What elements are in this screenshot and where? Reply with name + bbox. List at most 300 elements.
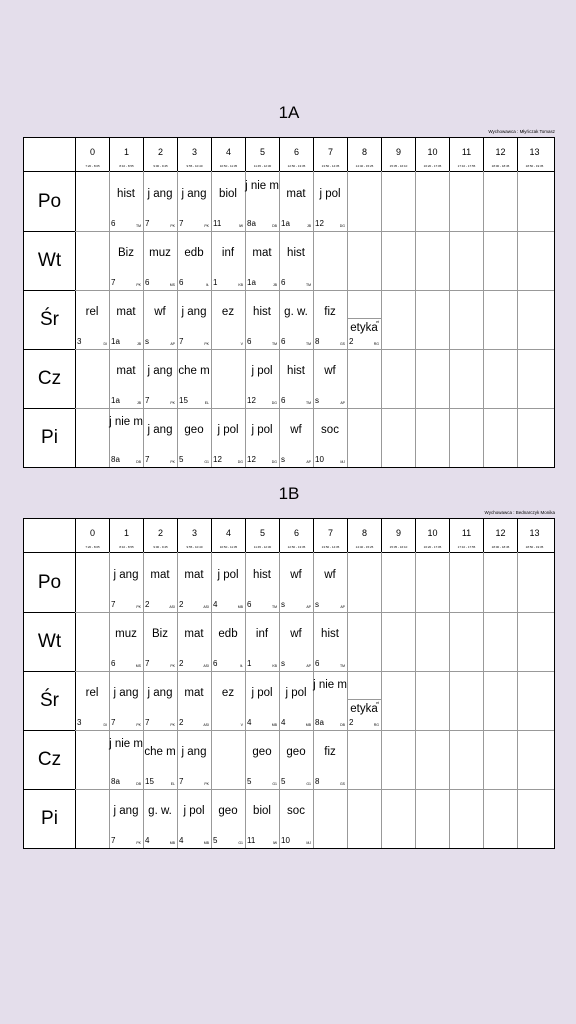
lesson-room: 7: [145, 219, 150, 228]
lesson-cell: [245, 290, 279, 349]
period-time: 11:45 - 12:30: [253, 164, 272, 168]
lesson-room: 7: [145, 396, 150, 405]
period-number: 5: [259, 528, 265, 538]
lesson-subject: geo: [184, 424, 204, 436]
period-header: [109, 138, 143, 171]
lesson-teacher: ASI: [169, 605, 175, 609]
period-header: [381, 519, 415, 552]
lesson-teacher: PK: [204, 342, 209, 346]
period-time: 8:10 - 8:55: [119, 545, 134, 549]
lesson-cell: [177, 231, 211, 290]
period-header: [381, 138, 415, 171]
lesson-subject: j ang: [181, 746, 207, 758]
lesson-cell: [245, 172, 279, 231]
lesson-room: 2: [179, 718, 184, 727]
period-number: 0: [89, 528, 95, 538]
day-label: Cz: [24, 349, 75, 408]
period-number: 3: [191, 147, 197, 157]
lesson-room: 7: [111, 278, 116, 287]
lesson-room: 7: [179, 219, 184, 228]
lesson-room: 2: [179, 659, 184, 668]
period-header: [211, 519, 245, 552]
period-header: [245, 138, 279, 171]
lesson-room: 7: [111, 718, 116, 727]
lesson-teacher: PK: [136, 723, 141, 727]
lesson-room: 6: [281, 396, 286, 405]
lesson-cell: [143, 553, 177, 612]
lesson-teacher: AP: [306, 460, 311, 464]
period-number: 7: [327, 147, 333, 157]
lesson-subject: rel: [85, 306, 99, 318]
lesson-cell: [177, 408, 211, 467]
lesson-cell: [245, 671, 279, 730]
period-header: [75, 519, 109, 552]
lesson-cell: [177, 789, 211, 848]
lesson-room: 12: [247, 455, 256, 464]
period-number: 9: [395, 147, 401, 157]
period-number: 6: [293, 528, 299, 538]
lesson-cell: [347, 290, 381, 349]
lesson-room: 8: [315, 777, 320, 786]
lesson-subject: rel: [85, 687, 99, 699]
lesson-subject: geo: [286, 746, 306, 758]
lesson-cell: [109, 408, 143, 467]
lesson-room: 6: [281, 337, 286, 346]
lesson-subject: Biz: [118, 247, 134, 259]
lesson-subject: mat: [184, 569, 204, 581]
lesson-room: s: [145, 337, 149, 346]
lesson-room: 2: [349, 718, 354, 727]
class-title: 1A: [278, 103, 300, 122]
lesson-cell: [109, 172, 143, 231]
lesson-subject: mat: [184, 628, 204, 640]
period-header: [279, 519, 313, 552]
lesson-room: s: [281, 455, 285, 464]
timetable-1b: [23, 484, 555, 849]
lesson-teacher: MS: [135, 664, 141, 668]
lesson-cell: [245, 408, 279, 467]
lesson-room: 7: [111, 600, 116, 609]
period-number: 11: [461, 147, 472, 157]
lesson-subject: j pol: [217, 424, 239, 436]
period-header: [313, 519, 347, 552]
lesson-cell: [245, 553, 279, 612]
column-divider: [415, 552, 416, 848]
lesson-teacher: AP: [170, 342, 175, 346]
period-header: [177, 138, 211, 171]
lesson-subject: etyka: [350, 703, 378, 715]
lesson-room: 15: [179, 396, 188, 405]
lesson-cell: [109, 789, 143, 848]
lesson-room: 8a: [111, 777, 120, 786]
homeroom-teacher: Wychowawca : Młyńczak Tomasz: [488, 129, 555, 134]
period-header: [517, 519, 551, 552]
period-number: 4: [225, 147, 231, 157]
lesson-cell: [279, 172, 313, 231]
lesson-teacher: PK: [170, 224, 175, 228]
lesson-subject: inf: [255, 628, 269, 640]
period-number: 8: [361, 147, 367, 157]
lesson-teacher: PK: [170, 723, 175, 727]
lesson-teacher: PK: [204, 782, 209, 786]
lesson-subject: j ang: [113, 687, 139, 699]
lesson-subject: fiz: [324, 306, 336, 318]
lesson-teacher: MB: [237, 605, 243, 609]
lesson-room: 7: [111, 836, 116, 845]
day-label: Wt: [24, 231, 75, 290]
lesson-teacher: MJ: [306, 841, 311, 845]
lesson-cell: [313, 290, 347, 349]
lesson-room: 6: [145, 278, 150, 287]
period-time: 15:35 - 16:10: [389, 164, 408, 168]
lesson-room: 6: [111, 659, 116, 668]
lesson-cell: [245, 730, 279, 789]
lesson-room: s: [281, 659, 285, 668]
period-time: 17:10 - 17:55: [457, 545, 476, 549]
lesson-cell: [177, 290, 211, 349]
period-time: 16:20 - 17:05: [423, 545, 442, 549]
period-time: 18:00 - 18:45: [491, 164, 510, 168]
lesson-cell: [279, 349, 313, 408]
period-time: 13:50 - 14:35: [321, 545, 340, 549]
lesson-room: 7: [145, 718, 150, 727]
period-number: 12: [495, 147, 506, 157]
lesson-group: et: [376, 320, 379, 324]
lesson-teacher: KB: [238, 283, 243, 287]
lesson-subject: j ang: [147, 424, 173, 436]
lesson-teacher: PK: [170, 664, 175, 668]
lesson-subject: hist: [117, 188, 135, 200]
period-time: 14:40 - 15:25: [355, 164, 374, 168]
lesson-cell: [279, 231, 313, 290]
lesson-subject: j ang: [147, 365, 173, 377]
lesson-room: 8a: [315, 718, 324, 727]
period-time: 18:00 - 18:45: [491, 545, 510, 549]
lesson-subject: j ang: [113, 569, 139, 581]
lesson-room: 7: [145, 455, 150, 464]
lesson-cell: [313, 408, 347, 467]
lesson-room: 11: [213, 219, 222, 228]
lesson-subject: wf: [324, 365, 336, 377]
lesson-subject: muz: [149, 247, 171, 259]
lesson-teacher: DB: [136, 460, 141, 464]
lesson-cell: [143, 349, 177, 408]
lesson-room: 12: [247, 396, 256, 405]
lesson-room: 1a: [247, 278, 256, 287]
period-time: 18:50 - 19:35: [525, 545, 544, 549]
lesson-teacher: GS: [339, 782, 345, 786]
period-number: 4: [225, 528, 231, 538]
lesson-teacher: V: [240, 342, 243, 346]
lesson-subject: inf: [221, 247, 235, 259]
lesson-room: 1: [213, 278, 218, 287]
lesson-teacher: JB: [136, 401, 141, 405]
lesson-teacher: DB: [340, 723, 345, 727]
lesson-cell: [279, 671, 313, 730]
lesson-teacher: IŁ: [240, 664, 243, 668]
lesson-subject: soc: [287, 805, 305, 817]
lesson-cell: [279, 612, 313, 671]
period-time: 9:55 - 10:40: [186, 164, 203, 168]
lesson-room: s: [315, 600, 319, 609]
period-header: [347, 519, 381, 552]
period-header: [75, 138, 109, 171]
lesson-cell: [109, 730, 143, 789]
lesson-subject: edb: [218, 628, 238, 640]
lesson-cell: [279, 789, 313, 848]
lesson-room: 7: [179, 337, 184, 346]
lesson-cell: [211, 408, 245, 467]
period-header: [449, 138, 483, 171]
lesson-teacher: JB: [272, 283, 277, 287]
lesson-teacher: AP: [340, 401, 345, 405]
lesson-cell: [177, 612, 211, 671]
period-number: 8: [361, 528, 367, 538]
lesson-teacher: DI: [103, 342, 107, 346]
lesson-teacher: DB: [136, 782, 141, 786]
period-number: 12: [495, 528, 506, 538]
lesson-cell: [143, 172, 177, 231]
period-number: 11: [461, 528, 472, 538]
period-header-row: [24, 519, 554, 553]
lesson-subject: j nie m: [109, 416, 143, 428]
lesson-cell: [279, 408, 313, 467]
lesson-teacher: JB: [136, 342, 141, 346]
day-label: Wt: [24, 612, 75, 671]
lesson-teacher: GS: [339, 342, 345, 346]
lesson-cell: [211, 612, 245, 671]
lesson-cell: [245, 612, 279, 671]
lesson-teacher: DG: [237, 460, 243, 464]
lesson-room: 3: [77, 718, 82, 727]
lesson-teacher: MB: [271, 723, 277, 727]
period-number: 9: [395, 528, 401, 538]
lesson-cell: [313, 730, 347, 789]
lesson-room: 6: [247, 337, 252, 346]
split-lesson: [347, 671, 381, 730]
period-number: 10: [427, 147, 438, 157]
lesson-room: 4: [247, 718, 252, 727]
lesson-cell: [313, 172, 347, 231]
lesson-teacher: G1: [204, 460, 209, 464]
lesson-teacher: JB: [306, 224, 311, 228]
lesson-room: 6: [247, 600, 252, 609]
schedule-grid: [23, 137, 555, 468]
lesson-subject: muz: [115, 628, 137, 640]
lesson-subject: j pol: [319, 188, 341, 200]
lesson-teacher: TM: [135, 224, 141, 228]
day-label: Po: [37, 190, 62, 212]
period-header: [347, 138, 381, 171]
lesson-teacher: TM: [305, 401, 311, 405]
period-header: [211, 138, 245, 171]
lesson-subject: j ang: [113, 805, 139, 817]
lesson-teacher: G1: [238, 841, 243, 845]
lesson-cell: [75, 671, 109, 730]
lesson-subject: j ang: [181, 188, 207, 200]
lesson-room: 4: [281, 718, 286, 727]
lesson-teacher: MB: [305, 723, 311, 727]
lesson-cell: [177, 349, 211, 408]
period-number: 6: [293, 147, 299, 157]
period-header: [483, 519, 517, 552]
lesson-teacher: PK: [204, 224, 209, 228]
period-header: [415, 519, 449, 552]
lesson-subject: wf: [324, 569, 336, 581]
lesson-teacher: ASI: [203, 664, 209, 668]
lesson-subject: biol: [253, 805, 271, 817]
lesson-subject: j pol: [285, 687, 307, 699]
lesson-cell: [313, 612, 347, 671]
lesson-subject: wf: [290, 569, 302, 581]
lesson-subject: hist: [287, 247, 305, 259]
lesson-teacher: DB: [272, 224, 277, 228]
lesson-teacher: PK: [170, 401, 175, 405]
lesson-teacher: TM: [305, 342, 311, 346]
lesson-cell: [177, 172, 211, 231]
lesson-teacher: MJ: [340, 460, 345, 464]
lesson-subject: geo: [218, 805, 238, 817]
period-time: 14:40 - 15:25: [355, 545, 374, 549]
lesson-teacher: PK: [136, 605, 141, 609]
period-time: 11:45 - 12:30: [253, 545, 272, 549]
period-time: 13:50 - 14:35: [321, 164, 340, 168]
lesson-teacher: EL: [204, 401, 209, 405]
period-header: [143, 138, 177, 171]
lesson-subject: j ang: [181, 306, 207, 318]
lesson-room: 2: [179, 600, 184, 609]
lesson-cell: [245, 349, 279, 408]
lesson-teacher: ASI: [203, 605, 209, 609]
lesson-teacher: TM: [271, 605, 277, 609]
lesson-subject: j nie m: [313, 679, 347, 691]
period-time: 7:20 - 8:05: [85, 545, 100, 549]
lesson-cell: [245, 789, 279, 848]
lesson-teacher: TM: [271, 342, 277, 346]
lesson-teacher: AP: [306, 605, 311, 609]
lesson-teacher: TM: [305, 283, 311, 287]
lesson-subject: biol: [219, 188, 237, 200]
column-divider: [381, 171, 382, 467]
lesson-room: 7: [179, 777, 184, 786]
lesson-cell: [313, 553, 347, 612]
lesson-subject: j ang: [147, 188, 173, 200]
lesson-room: 5: [213, 836, 218, 845]
period-number: 2: [157, 528, 163, 538]
lesson-cell: [143, 612, 177, 671]
column-divider: [381, 552, 382, 848]
split-divider: [347, 318, 381, 319]
lesson-subject: hist: [253, 306, 271, 318]
period-header: [177, 519, 211, 552]
period-time: 17:10 - 17:55: [457, 164, 476, 168]
lesson-cell: [143, 730, 177, 789]
lesson-subject: j pol: [251, 365, 273, 377]
lesson-room: 8: [315, 337, 320, 346]
period-time: 10:50 - 11:35: [219, 545, 238, 549]
lesson-cell: [75, 290, 109, 349]
lesson-subject: ez: [221, 306, 235, 318]
lesson-room: 4: [145, 836, 150, 845]
lesson-subject: hist: [321, 628, 339, 640]
lesson-cell: [211, 231, 245, 290]
lesson-teacher: IW: [238, 224, 243, 228]
lesson-teacher: IŁ: [206, 283, 209, 287]
lesson-cell: [211, 789, 245, 848]
lesson-room: 6: [111, 219, 116, 228]
lesson-subject: g. w.: [284, 306, 308, 318]
lesson-teacher: PK: [170, 460, 175, 464]
lesson-room: 4: [179, 836, 184, 845]
lesson-teacher: TM: [339, 664, 345, 668]
lesson-room: 11: [247, 836, 256, 845]
lesson-room: s: [281, 600, 285, 609]
lesson-teacher: KB: [272, 664, 277, 668]
period-time: 12:50 - 13:35: [287, 545, 306, 549]
lesson-subject: g. w.: [148, 805, 172, 817]
lesson-teacher: PK: [136, 841, 141, 845]
lesson-subject: j ang: [147, 687, 173, 699]
period-number: 1: [123, 147, 129, 157]
lesson-teacher: PK: [136, 283, 141, 287]
day-label: Cz: [24, 730, 75, 789]
lesson-cell: [143, 671, 177, 730]
lesson-teacher: ASI: [203, 723, 209, 727]
lesson-cell: [109, 231, 143, 290]
lesson-teacher: DG: [339, 224, 345, 228]
lesson-subject: mat: [252, 247, 272, 259]
lesson-subject: j nie m: [245, 180, 279, 192]
lesson-room: 12: [315, 219, 324, 228]
lesson-cell: [109, 349, 143, 408]
lesson-teacher: MS: [169, 283, 175, 287]
lesson-cell: [313, 671, 347, 730]
lesson-room: s: [315, 396, 319, 405]
period-number: 0: [89, 147, 95, 157]
lesson-room: 12: [213, 455, 222, 464]
lesson-teacher: AP: [306, 664, 311, 668]
period-time: 10:50 - 11:35: [219, 164, 238, 168]
period-time: 9:00 - 9:45: [153, 545, 168, 549]
lesson-teacher: RG: [373, 342, 379, 346]
lesson-subject: geo: [252, 746, 272, 758]
lesson-subject: Biz: [152, 628, 168, 640]
lesson-cell: [347, 671, 381, 730]
lesson-room: 1a: [281, 219, 290, 228]
lesson-cell: [313, 349, 347, 408]
lesson-room: 2: [145, 600, 150, 609]
column-divider: [517, 552, 518, 848]
lesson-subject: edb: [184, 247, 204, 259]
lesson-subject: ez: [221, 687, 235, 699]
period-header: [483, 138, 517, 171]
lesson-cell: [279, 553, 313, 612]
period-number: 10: [427, 528, 438, 538]
lesson-subject: wf: [290, 424, 302, 436]
lesson-teacher: AP: [340, 605, 345, 609]
lesson-subject: j pol: [251, 424, 273, 436]
column-divider: [483, 171, 484, 467]
column-divider: [449, 552, 450, 848]
lesson-teacher: RG: [373, 723, 379, 727]
column-divider: [517, 171, 518, 467]
period-number: 13: [529, 147, 540, 157]
lesson-room: 3: [77, 337, 82, 346]
day-label: Po: [37, 571, 62, 593]
lesson-teacher: DG: [271, 401, 277, 405]
lesson-teacher: MB: [169, 841, 175, 845]
split-divider: [347, 699, 381, 700]
